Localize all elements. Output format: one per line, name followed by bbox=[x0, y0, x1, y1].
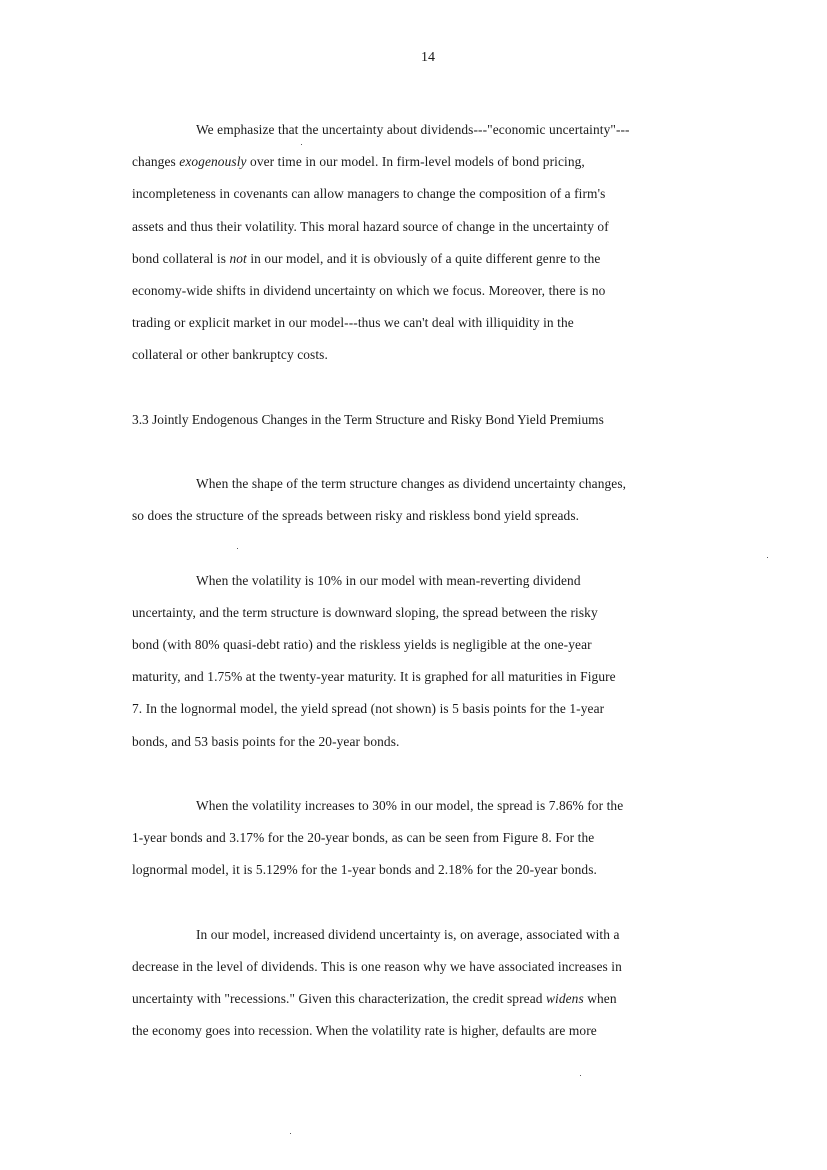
paragraph-line: In our model, increased dividend uncertainty is, on average, associated with a bbox=[196, 926, 620, 942]
paragraph-line: incompleteness in covenants can allow managers to change the composition of a firm's bbox=[132, 186, 606, 202]
paragraph-line bbox=[132, 983, 732, 1015]
document-body bbox=[132, 114, 732, 1047]
scan-speck bbox=[237, 548, 238, 549]
paragraph-line: assets and thus their volatility. This moral hazard source of change in the uncertainty of bbox=[132, 218, 609, 234]
scan-speck bbox=[580, 1075, 581, 1076]
section-heading: 3.3 Jointly Endogenous Changes in the Term Structure and Risky Bond Yield Premiums bbox=[132, 411, 604, 427]
paragraph-line: lognormal model, it is 5.129% for the 1-year bonds and 2.18% for the 20-year bonds. bbox=[132, 862, 597, 878]
paragraph-4 bbox=[132, 790, 732, 887]
text-run: in our model, and it is obviously of a quite different genre to the bbox=[246, 250, 601, 266]
scan-speck bbox=[301, 144, 302, 145]
emphasis: widens bbox=[545, 991, 584, 1007]
paragraph-line: 7. In the lognormal model, the yield spread (not shown) is 5 basis points for the 1-year bbox=[132, 701, 605, 717]
paragraph-line: so does the structure of the spreads between risky and riskless bond yield spreads. bbox=[132, 508, 580, 524]
paragraph-line: collateral or other bankruptcy costs. bbox=[132, 347, 328, 363]
paragraph-line: 1-year bonds and 3.17% for the 20-year bonds, as can be seen from Figure 8. For the bbox=[132, 830, 595, 846]
text-run: uncertainty with "recessions." Given this characterization, the credit spread bbox=[132, 991, 546, 1007]
spacer bbox=[132, 436, 732, 468]
spacer bbox=[132, 887, 732, 919]
paragraph-line: When the volatility increases to 30% in our model, the spread is 7.86% for the bbox=[196, 797, 624, 813]
spacer bbox=[132, 372, 732, 404]
text-run: bond collateral is bbox=[132, 250, 230, 266]
emphasis: exogenously bbox=[179, 154, 247, 170]
paragraph-line: the economy goes into recession. When the volatility rate is higher, defaults are more bbox=[132, 1023, 597, 1039]
emphasis: not bbox=[229, 250, 247, 266]
paragraph-1 bbox=[132, 114, 732, 372]
paragraph-3 bbox=[132, 565, 732, 758]
paragraph-line: When the shape of the term structure changes as dividend uncertainty changes, bbox=[196, 476, 627, 492]
spacer bbox=[132, 758, 732, 790]
paragraph-line: trading or explicit market in our model---thus we can't deal with illiquidity in the bbox=[132, 315, 574, 331]
paragraph-line: We emphasize that the uncertainty about dividends---"economic uncertainty"--- bbox=[196, 122, 630, 137]
page-number: 14 bbox=[421, 50, 435, 65]
paragraph-line: uncertainty, and the term structure is downward sloping, the spread between the risky bbox=[132, 604, 598, 620]
paragraph-line: When the volatility is 10% in our model with mean-reverting dividend bbox=[196, 572, 581, 588]
paragraph-line bbox=[132, 243, 732, 275]
paragraph-line: economy-wide shifts in dividend uncertainty on which we focus. Moreover, there is no bbox=[132, 282, 606, 298]
paragraph-line: bond (with 80% quasi-debt ratio) and the riskless yields is negligible at the one-year bbox=[132, 637, 592, 652]
paragraph-5 bbox=[132, 919, 732, 1048]
text-run: when bbox=[583, 991, 617, 1007]
text-run: changes bbox=[132, 154, 180, 170]
paragraph-2 bbox=[132, 468, 732, 532]
paragraph-line: decrease in the level of dividends. This is one reason why we have associated increases in bbox=[132, 958, 622, 974]
scan-speck bbox=[290, 1133, 291, 1134]
paragraph-line: bonds, and 53 basis points for the 20-year bonds. bbox=[132, 733, 400, 749]
paragraph-line bbox=[132, 146, 732, 178]
spacer bbox=[132, 532, 732, 564]
text-run: over time in our model. In firm-level models of bond pricing, bbox=[246, 154, 585, 170]
scan-speck bbox=[767, 557, 768, 558]
paragraph-line: maturity, and 1.75% at the twenty-year maturity. It is graphed for all maturities in Figure bbox=[132, 669, 616, 685]
